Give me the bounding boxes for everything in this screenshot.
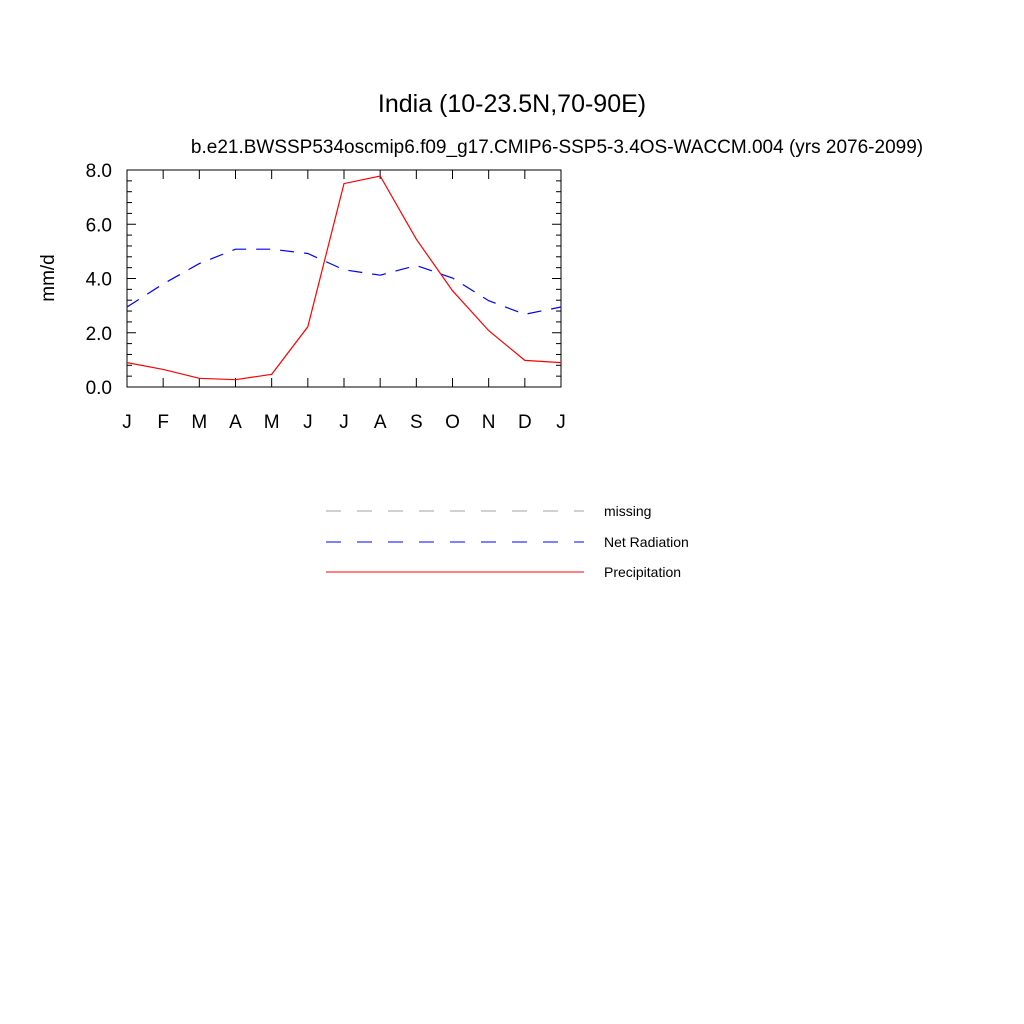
x-tick-label: J (303, 412, 313, 433)
legend (326, 503, 689, 580)
x-tick-label: J (122, 412, 132, 433)
x-tick-label: F (157, 412, 169, 433)
x-tick-label: J (339, 412, 349, 433)
series-line-precipitation (127, 176, 561, 380)
y-axis-label: mm/d (38, 254, 59, 302)
legend-label: missing (604, 503, 652, 519)
y-ticks (86, 161, 561, 399)
legend-label: Net Radiation (604, 534, 689, 550)
plot-frame (127, 170, 561, 387)
x-tick-label: M (191, 412, 208, 433)
x-ticks (122, 170, 566, 433)
y-tick-label: 6.0 (85, 215, 112, 237)
y-tick-label: 2.0 (85, 323, 112, 345)
chart-title: India (10-23.5N,70-90E) (377, 90, 647, 118)
x-tick-label: M (263, 412, 280, 433)
y-tick-label: 0.0 (85, 378, 112, 399)
x-tick-label: O (445, 412, 460, 433)
chart-subtitle: b.e21.BWSSP534oscmip6.f09_g17.CMIP6-SSP5-3.4OS-WACCM.004 (yrs 2076-2099) (190, 137, 924, 158)
x-tick-label: J (556, 412, 566, 433)
x-tick-label: A (373, 412, 387, 433)
legend-label: Precipitation (604, 564, 682, 580)
y-tick-label: 8.0 (85, 161, 112, 182)
y-tick-label: 4.0 (85, 269, 112, 291)
series-lines (127, 176, 561, 380)
x-tick-label: A (229, 412, 242, 433)
series-line-net-radiation (127, 249, 561, 314)
x-tick-label: D (517, 412, 532, 433)
x-tick-label: S (409, 412, 423, 433)
x-tick-label: N (481, 412, 496, 433)
